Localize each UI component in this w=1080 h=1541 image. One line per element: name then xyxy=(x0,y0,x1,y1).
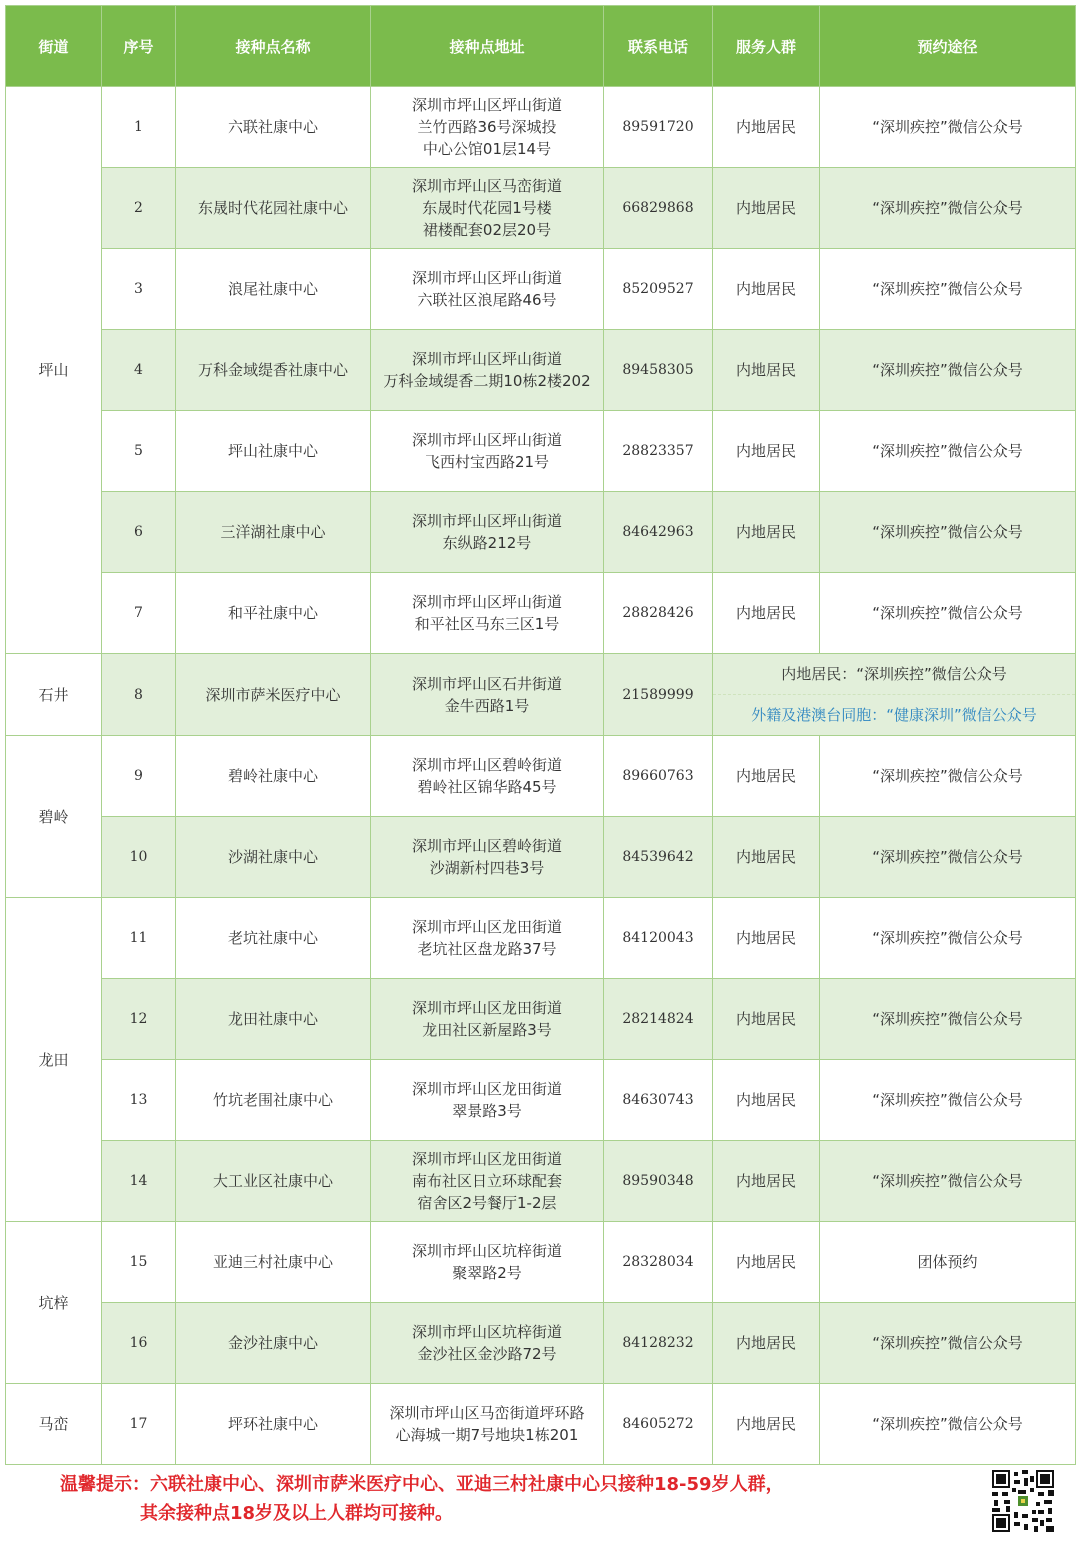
split-row-mainland xyxy=(713,654,1075,695)
table-header-row xyxy=(6,6,1076,87)
booking-method: “深圳疾控”微信公众号 xyxy=(820,1060,1076,1141)
site-name: 金沙社康中心 xyxy=(176,1303,371,1384)
service-group: 内地居民 xyxy=(713,168,820,249)
phone-number: 84642963 xyxy=(604,492,713,573)
booking-method: “深圳疾控”微信公众号 xyxy=(820,330,1076,411)
address-line: 碧岭社区锦华路45号 xyxy=(417,778,557,796)
phone-number: 84605272 xyxy=(604,1384,713,1465)
table-row xyxy=(6,979,1076,1060)
site-name: 深圳市萨米医疗中心 xyxy=(176,654,371,736)
address-line: 东纵路212号 xyxy=(442,534,532,552)
row-number: 15 xyxy=(102,1222,176,1303)
site-address xyxy=(371,1303,604,1384)
phone-number: 28214824 xyxy=(604,979,713,1060)
reminder-line-2: 其余接种点18岁及以上人群均可接种。 xyxy=(140,1503,454,1524)
phone-number: 84539642 xyxy=(604,817,713,898)
service-group: 内地居民 xyxy=(713,1060,820,1141)
service-group: 内地居民 xyxy=(713,898,820,979)
header-number: 序号 xyxy=(102,6,176,87)
site-address xyxy=(371,654,604,736)
table-row xyxy=(6,817,1076,898)
booking-method: “深圳疾控”微信公众号 xyxy=(820,492,1076,573)
address-line: 聚翠路2号 xyxy=(452,1264,522,1282)
service-group: 内地居民 xyxy=(713,736,820,817)
site-address xyxy=(371,411,604,492)
address-line: 深圳市坪山区坪山街道 xyxy=(411,593,562,611)
header-site-name: 接种点名称 xyxy=(176,6,371,87)
address-line: 龙田社区新屋路3号 xyxy=(422,1021,552,1039)
address-line: 深圳市坪山区坪山街道 xyxy=(411,512,562,530)
address-line: 深圳市坪山区坪山街道 xyxy=(411,96,562,114)
address-line: 老坑社区盘龙路37号 xyxy=(417,940,557,958)
table-row xyxy=(6,249,1076,330)
row-number: 1 xyxy=(102,87,176,168)
booking-method: “深圳疾控”微信公众号 xyxy=(820,898,1076,979)
header-booking-method: 预约途径 xyxy=(820,6,1076,87)
address-line: 和平社区马东三区1号 xyxy=(414,615,560,633)
phone-number: 84630743 xyxy=(604,1060,713,1141)
site-name: 坪山社康中心 xyxy=(176,411,371,492)
table-row xyxy=(6,898,1076,979)
street-cell: 龙田 xyxy=(6,898,102,1222)
street-cell: 碧岭 xyxy=(6,736,102,898)
service-group: 内地居民 xyxy=(713,87,820,168)
row-number: 16 xyxy=(102,1303,176,1384)
service-group: 内地居民 xyxy=(713,1222,820,1303)
address-line: 深圳市坪山区坑梓街道 xyxy=(411,1242,562,1260)
site-address xyxy=(371,1141,604,1222)
phone-number: 89660763 xyxy=(604,736,713,817)
site-name: 三洋湖社康中心 xyxy=(176,492,371,573)
phone-number: 89590348 xyxy=(604,1141,713,1222)
service-group: 内地居民 xyxy=(713,1303,820,1384)
service-group: 内地居民 xyxy=(713,1384,820,1465)
address-line: 深圳市坪山区坪山街道 xyxy=(411,350,562,368)
table-row xyxy=(6,492,1076,573)
address-line: 翠景路3号 xyxy=(452,1102,522,1120)
site-address xyxy=(371,330,604,411)
booking-method: “深圳疾控”微信公众号 xyxy=(820,736,1076,817)
site-address xyxy=(371,736,604,817)
site-name: 六联社康中心 xyxy=(176,87,371,168)
address-line: 深圳市坪山区坪山街道 xyxy=(411,269,562,287)
phone-number: 84128232 xyxy=(604,1303,713,1384)
service-group: 内地居民 xyxy=(713,1141,820,1222)
row-number: 9 xyxy=(102,736,176,817)
warm-reminder xyxy=(60,1470,960,1528)
site-name: 碧岭社康中心 xyxy=(176,736,371,817)
address-line: 深圳市坪山区坑梓街道 xyxy=(411,1323,562,1341)
address-line: 深圳市坪山区龙田街道 xyxy=(411,1080,562,1098)
row-number: 10 xyxy=(102,817,176,898)
address-line: 六联社区浪尾路46号 xyxy=(417,291,557,309)
row-number: 3 xyxy=(102,249,176,330)
row-number: 13 xyxy=(102,1060,176,1141)
booking-mainland-residents: 内地居民：“深圳疾控”微信公众号 xyxy=(713,654,1075,695)
header-service-group: 服务人群 xyxy=(713,6,820,87)
service-group: 内地居民 xyxy=(713,573,820,654)
address-line: 裙楼配套02层20号 xyxy=(422,221,552,239)
address-line: 中心公馆01层14号 xyxy=(422,140,552,158)
booking-method: 团体预约 xyxy=(820,1222,1076,1303)
split-inner-table xyxy=(713,654,1075,735)
site-address xyxy=(371,1222,604,1303)
header-street: 街道 xyxy=(6,6,102,87)
address-line: 沙湖新村四巷3号 xyxy=(429,859,545,877)
site-name: 坪环社康中心 xyxy=(176,1384,371,1465)
table-row xyxy=(6,330,1076,411)
booking-method: “深圳疾控”微信公众号 xyxy=(820,1141,1076,1222)
address-line: 飞西村宝西路21号 xyxy=(424,453,550,471)
address-line: 深圳市坪山区马峦街道 xyxy=(411,177,562,195)
site-address xyxy=(371,817,604,898)
address-line: 宿舍区2号餐厅1-2层 xyxy=(417,1194,557,1212)
row-number: 12 xyxy=(102,979,176,1060)
row-number: 17 xyxy=(102,1384,176,1465)
reminder-line-1: 温馨提示：六联社康中心、深圳市萨米医疗中心、亚迪三村社康中心只接种18-59岁人群， xyxy=(60,1474,784,1495)
address-line: 深圳市坪山区龙田街道 xyxy=(411,918,562,936)
table-row xyxy=(6,654,1076,736)
site-name: 万科金域缇香社康中心 xyxy=(176,330,371,411)
address-line: 万科金域缇香二期10栋2楼202 xyxy=(383,372,591,390)
booking-method: “深圳疾控”微信公众号 xyxy=(820,573,1076,654)
site-name: 东晟时代花园社康中心 xyxy=(176,168,371,249)
phone-number: 28823357 xyxy=(604,411,713,492)
row-number: 11 xyxy=(102,898,176,979)
service-group: 内地居民 xyxy=(713,492,820,573)
booking-method: “深圳疾控”微信公众号 xyxy=(820,817,1076,898)
booking-method: “深圳疾控”微信公众号 xyxy=(820,168,1076,249)
site-name: 沙湖社康中心 xyxy=(176,817,371,898)
booking-method: “深圳疾控”微信公众号 xyxy=(820,1303,1076,1384)
table-row xyxy=(6,1384,1076,1465)
phone-number: 28828426 xyxy=(604,573,713,654)
table-body xyxy=(6,87,1076,1465)
address-line: 南布社区日立环球配套 xyxy=(411,1172,562,1190)
address-line: 深圳市坪山区石井街道 xyxy=(411,674,562,693)
table-row xyxy=(6,1222,1076,1303)
booking-method: “深圳疾控”微信公众号 xyxy=(820,411,1076,492)
row-number: 6 xyxy=(102,492,176,573)
row-number: 7 xyxy=(102,573,176,654)
table-row xyxy=(6,1060,1076,1141)
phone-number: 89458305 xyxy=(604,330,713,411)
service-group: 内地居民 xyxy=(713,979,820,1060)
row-number: 14 xyxy=(102,1141,176,1222)
address-line: 金牛西路1号 xyxy=(444,696,530,715)
qr-code-graphic xyxy=(990,1468,1056,1534)
booking-method: “深圳疾控”微信公众号 xyxy=(820,979,1076,1060)
row-number: 8 xyxy=(102,654,176,736)
address-line: 兰竹西路36号深城投 xyxy=(417,118,557,136)
site-name: 和平社康中心 xyxy=(176,573,371,654)
service-group: 内地居民 xyxy=(713,817,820,898)
address-line: 心海城一期7号地块1栋201 xyxy=(395,1426,579,1444)
split-row-foreign xyxy=(713,695,1075,736)
site-name: 浪尾社康中心 xyxy=(176,249,371,330)
table-row xyxy=(6,736,1076,817)
address-line: 金沙社区金沙路72号 xyxy=(417,1345,557,1363)
header-phone: 联系电话 xyxy=(604,6,713,87)
site-address xyxy=(371,1384,604,1465)
table-row xyxy=(6,411,1076,492)
site-address xyxy=(371,492,604,573)
service-group: 内地居民 xyxy=(713,249,820,330)
row-number: 4 xyxy=(102,330,176,411)
header-site-address: 接种点地址 xyxy=(371,6,604,87)
vaccination-sites-table xyxy=(5,5,1076,1465)
booking-method: “深圳疾控”微信公众号 xyxy=(820,249,1076,330)
table-row xyxy=(6,1303,1076,1384)
street-cell: 马峦 xyxy=(6,1384,102,1465)
site-name: 竹坑老围社康中心 xyxy=(176,1060,371,1141)
phone-number: 21589999 xyxy=(604,654,713,736)
service-group: 内地居民 xyxy=(713,330,820,411)
address-line: 深圳市坪山区龙田街道 xyxy=(411,999,562,1017)
phone-number: 66829868 xyxy=(604,168,713,249)
site-address xyxy=(371,249,604,330)
table-row xyxy=(6,168,1076,249)
row-number: 2 xyxy=(102,168,176,249)
split-service-booking xyxy=(713,654,1076,736)
table-row xyxy=(6,1141,1076,1222)
phone-number: 85209527 xyxy=(604,249,713,330)
address-line: 深圳市坪山区碧岭街道 xyxy=(411,837,562,855)
street-cell: 石井 xyxy=(6,654,102,736)
site-address xyxy=(371,979,604,1060)
service-group: 内地居民 xyxy=(713,411,820,492)
street-cell: 坪山 xyxy=(6,87,102,654)
phone-number: 84120043 xyxy=(604,898,713,979)
row-number: 5 xyxy=(102,411,176,492)
site-name: 大工业区社康中心 xyxy=(176,1141,371,1222)
site-name: 亚迪三村社康中心 xyxy=(176,1222,371,1303)
site-name: 龙田社康中心 xyxy=(176,979,371,1060)
qr-code-icon xyxy=(990,1468,1056,1534)
address-line: 深圳市坪山区碧岭街道 xyxy=(411,756,562,774)
vaccination-sites-table-container xyxy=(5,5,1075,1465)
street-cell: 坑梓 xyxy=(6,1222,102,1384)
address-line: 深圳市坪山区龙田街道 xyxy=(411,1150,562,1168)
booking-foreign-residents: 外籍及港澳台同胞：“健康深圳”微信公众号 xyxy=(751,706,1037,724)
phone-number: 28328034 xyxy=(604,1222,713,1303)
table-row xyxy=(6,573,1076,654)
table-row xyxy=(6,87,1076,168)
site-address xyxy=(371,898,604,979)
address-line: 东晟时代花园1号楼 xyxy=(422,199,552,217)
address-line: 深圳市坪山区坪山街道 xyxy=(411,431,562,449)
site-address xyxy=(371,1060,604,1141)
site-address xyxy=(371,87,604,168)
booking-method: “深圳疾控”微信公众号 xyxy=(820,1384,1076,1465)
site-address xyxy=(371,573,604,654)
address-line: 深圳市坪山区马峦街道坪环路 xyxy=(389,1404,585,1422)
site-name: 老坑社康中心 xyxy=(176,898,371,979)
booking-method: “深圳疾控”微信公众号 xyxy=(820,87,1076,168)
site-address xyxy=(371,168,604,249)
phone-number: 89591720 xyxy=(604,87,713,168)
